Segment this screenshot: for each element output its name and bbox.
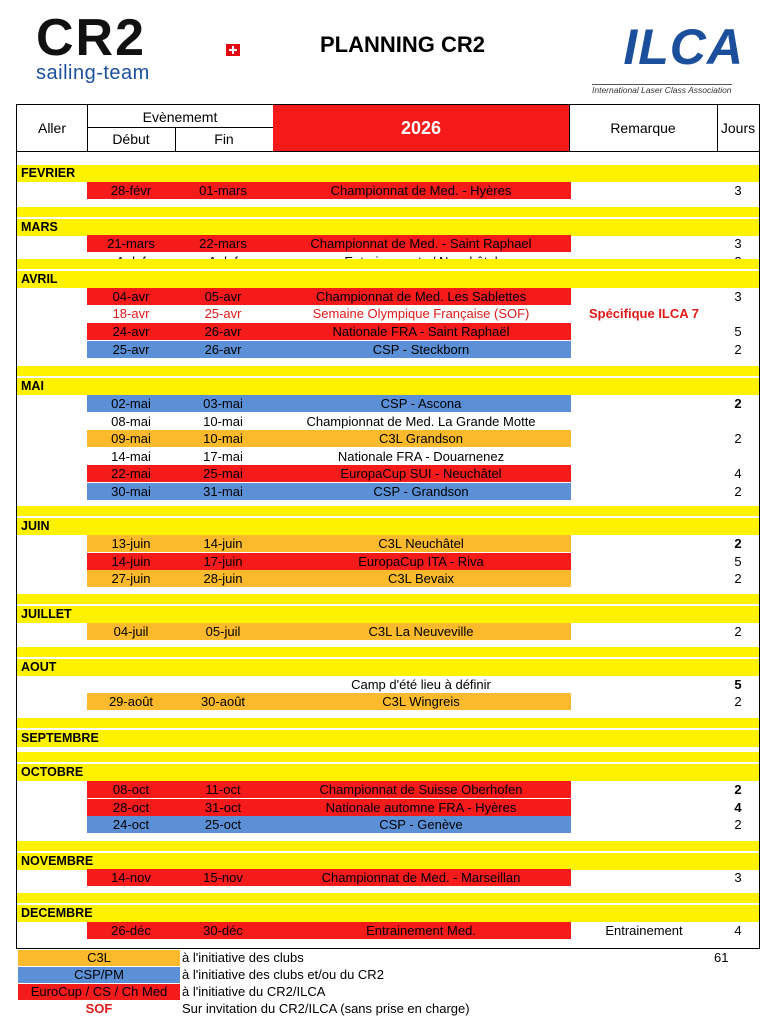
- event-days: 2: [734, 396, 742, 411]
- event-start: 21-mars: [107, 236, 155, 251]
- event-row: [17, 553, 759, 570]
- event-days: 4: [734, 800, 742, 815]
- ilca-logo-subtitle: International Laser Class Association: [592, 85, 732, 95]
- event-row: [17, 922, 759, 939]
- header-debut: Début: [112, 131, 150, 147]
- event-name: Nationale FRA - Douarnenez: [337, 449, 505, 464]
- event-name: Championnat de Suisse Oberhofen: [319, 782, 523, 797]
- event-name: CSP - Ascona: [380, 396, 462, 411]
- month-divider: [17, 207, 759, 217]
- legend-swatch-c3l: C3L: [18, 950, 180, 966]
- month-header: JUILLET: [17, 606, 759, 623]
- event-row: [17, 816, 759, 833]
- event-start: 30-mai: [111, 484, 151, 499]
- event-days: 3: [734, 236, 742, 251]
- legend-swatch-sof: SOF: [85, 1001, 113, 1016]
- event-row: [17, 535, 759, 552]
- event-end: 14-juin: [203, 536, 243, 551]
- event-end: 01-mars: [199, 183, 247, 198]
- event-row: [17, 676, 759, 693]
- ilca-logo: [592, 19, 752, 100]
- cr2-logo-subtitle: sailing-team: [36, 62, 150, 84]
- event-start: 08-mai: [111, 414, 151, 429]
- event-name: Championnat de Med. Les Sablettes: [315, 289, 527, 304]
- event-start: 22-mai: [111, 466, 151, 481]
- event-days: 3: [734, 870, 742, 885]
- event-end: 22-mars: [199, 236, 247, 251]
- month-divider: [17, 647, 759, 657]
- event-name: Championnat de Med. - Hyères: [330, 183, 512, 198]
- event-end: 03-mai: [203, 396, 243, 411]
- event-start: 29-août: [108, 694, 154, 709]
- event-days: 5: [734, 324, 742, 339]
- event-remark: Entrainement: [605, 923, 683, 938]
- event-name: Championnat de Med. La Grande Motte: [306, 414, 536, 429]
- event-row: [17, 305, 759, 322]
- event-start: 25-avr: [112, 342, 150, 357]
- event-start: 26-déc: [111, 923, 151, 938]
- event-row: [17, 570, 759, 587]
- total-jours: 61: [714, 950, 729, 965]
- event-row: [17, 413, 759, 430]
- month-header: NOVEMBRE: [17, 853, 759, 870]
- event-name: C3L Bevaix: [388, 571, 454, 586]
- month-divider: [17, 259, 759, 269]
- month-header: JUIN: [17, 518, 759, 535]
- month-divider: [17, 366, 759, 376]
- event-days: 2: [734, 536, 742, 551]
- event-end: [175, 676, 271, 693]
- event-name: CSP - Grandson: [373, 484, 469, 499]
- event-start: 04-avr: [112, 289, 150, 304]
- month-divider: [17, 718, 759, 728]
- event-end: 17-juin: [203, 554, 243, 569]
- event-days: 4: [734, 923, 742, 938]
- event-row: [17, 323, 759, 340]
- month-header: AOUT: [17, 659, 759, 676]
- event-start: 02-mai: [111, 396, 151, 411]
- event-end: 31-mai: [203, 484, 243, 499]
- event-start: 18-avr: [112, 306, 150, 321]
- event-days: 2: [734, 782, 742, 797]
- event-name: Championnat de Med. - Saint Raphael: [310, 236, 532, 251]
- event-start: 24-oct: [112, 817, 150, 832]
- event-days: 2: [734, 624, 742, 639]
- event-end: 10-mai: [203, 431, 243, 446]
- event-end: 25-avr: [204, 306, 242, 321]
- event-start: [87, 676, 175, 693]
- event-name: Championnat de Med. - Marseillan: [321, 870, 521, 885]
- event-days: 2: [734, 694, 742, 709]
- event-name: C3L Wingreis: [382, 694, 460, 709]
- month-header: AVRIL: [17, 271, 759, 288]
- month-divider: [17, 752, 759, 762]
- event-row: [17, 799, 759, 816]
- event-end: 10-mai: [203, 414, 243, 429]
- event-end: 30-déc: [203, 923, 243, 938]
- ilca-logo-text: ILCA: [623, 19, 744, 75]
- event-start: 08-oct: [112, 782, 150, 797]
- month-header: FEVRIER: [17, 165, 759, 182]
- month-header: OCTOBRE: [17, 764, 759, 781]
- event-name: C3L Neuchâtel: [378, 536, 464, 551]
- event-start: 14-nov: [111, 870, 151, 885]
- event-days: 2: [734, 431, 742, 446]
- legend-text: à l'initiative des clubs: [182, 950, 304, 965]
- header-fin: Fin: [214, 131, 234, 147]
- event-start: 28-févr: [110, 183, 152, 198]
- event-end: 25-mai: [203, 466, 243, 481]
- event-days: 2: [734, 484, 742, 499]
- legend-text: à l'initiative du CR2/ILCA: [182, 984, 326, 999]
- event-name: EuropaCup ITA - Riva: [358, 554, 484, 569]
- event-start: 13-juin: [111, 536, 151, 551]
- event-remark: Spécifique ILCA 7: [588, 306, 700, 321]
- event-row: [17, 483, 759, 500]
- event-start: 27-juin: [111, 571, 151, 586]
- page-header: [0, 0, 780, 100]
- event-row: [17, 288, 759, 305]
- event-row: [17, 465, 759, 482]
- event-name: Entrainement Med.: [366, 923, 476, 938]
- event-row: [17, 430, 759, 447]
- month-divider: [17, 594, 759, 604]
- header-jours: Jours: [720, 120, 756, 136]
- event-end: 30-août: [200, 694, 246, 709]
- event-name: C3L Grandson: [378, 431, 464, 446]
- event-end: 25-oct: [204, 817, 242, 832]
- legend-text: Sur invitation du CR2/ILCA (sans prise en charge): [182, 1001, 470, 1016]
- planning-table: [16, 104, 760, 949]
- event-start: 24-avr: [112, 324, 150, 339]
- month-divider: [17, 506, 759, 516]
- legend-text: à l'initiative des clubs et/ou du CR2: [182, 967, 384, 982]
- event-days: 2: [734, 817, 742, 832]
- event-start: 14-mai: [111, 449, 151, 464]
- event-start: 14-juin: [111, 554, 151, 569]
- legend-swatch-red: EuroCup / CS / Ch Med: [18, 984, 180, 1000]
- event-days: [717, 305, 759, 322]
- header-remarque: Remarque: [610, 120, 676, 136]
- event-end: 15-nov: [203, 870, 243, 885]
- table-header: [17, 105, 759, 152]
- event-start: 04-juil: [113, 624, 149, 639]
- event-days: 2: [734, 571, 742, 586]
- event-name: EuropaCup SUI - Neuchâtel: [340, 466, 502, 481]
- event-row: [17, 235, 759, 252]
- event-name: CSP - Genève: [379, 817, 463, 832]
- event-end: 05-avr: [204, 289, 242, 304]
- event-name: Nationale FRA - Saint Raphaël: [332, 324, 510, 339]
- event-row: [17, 182, 759, 199]
- header-year: 2026: [273, 105, 569, 151]
- event-end: 17-mai: [203, 449, 243, 464]
- cr2-logo-text: CR2: [36, 9, 147, 67]
- event-days: [717, 448, 759, 465]
- month-header: SEPTEMBRE: [17, 730, 759, 747]
- event-start: 09-mai: [111, 431, 151, 446]
- month-header: MAI: [17, 378, 759, 395]
- event-days: 4: [734, 466, 742, 481]
- event-days: 3: [734, 183, 742, 198]
- event-row: [17, 693, 759, 710]
- month-divider: [17, 841, 759, 851]
- month-header: DECEMBRE: [17, 905, 759, 922]
- header-aller: Aller: [37, 120, 66, 136]
- event-start: 28-oct: [112, 800, 150, 815]
- event-name: C3L La Neuveville: [368, 624, 474, 639]
- swiss-flag-icon: [226, 44, 240, 56]
- event-days: 5: [734, 677, 742, 692]
- month-divider: [17, 893, 759, 903]
- event-row: [17, 395, 759, 412]
- event-end: 26-avr: [204, 324, 242, 339]
- event-end: 05-juil: [205, 624, 241, 639]
- event-name: Nationale automne FRA - Hyères: [325, 800, 517, 815]
- event-row: [17, 448, 759, 465]
- legend-swatch-csp: CSP/PM: [18, 967, 180, 983]
- event-days: 3: [734, 289, 742, 304]
- page-title: PLANNING CR2: [320, 32, 486, 57]
- event-row: [17, 781, 759, 798]
- event-name: Camp d'été lieu à définir: [351, 677, 491, 692]
- event-days: 5: [734, 554, 742, 569]
- event-row: [17, 623, 759, 640]
- header-evenement: Evènememt: [142, 109, 218, 125]
- event-days: 2: [734, 342, 742, 357]
- event-end: 11-oct: [205, 782, 241, 797]
- event-row: [17, 341, 759, 358]
- cr2-logo: [34, 9, 244, 86]
- event-end: 31-oct: [204, 800, 242, 815]
- event-row: [17, 869, 759, 886]
- event-end: 26-avr: [204, 342, 242, 357]
- event-days: [717, 413, 759, 430]
- event-end: 28-juin: [203, 571, 243, 586]
- event-name: CSP - Steckborn: [372, 342, 470, 357]
- event-name: Semaine Olympique Française (SOF): [312, 306, 530, 321]
- month-header: MARS: [17, 219, 759, 236]
